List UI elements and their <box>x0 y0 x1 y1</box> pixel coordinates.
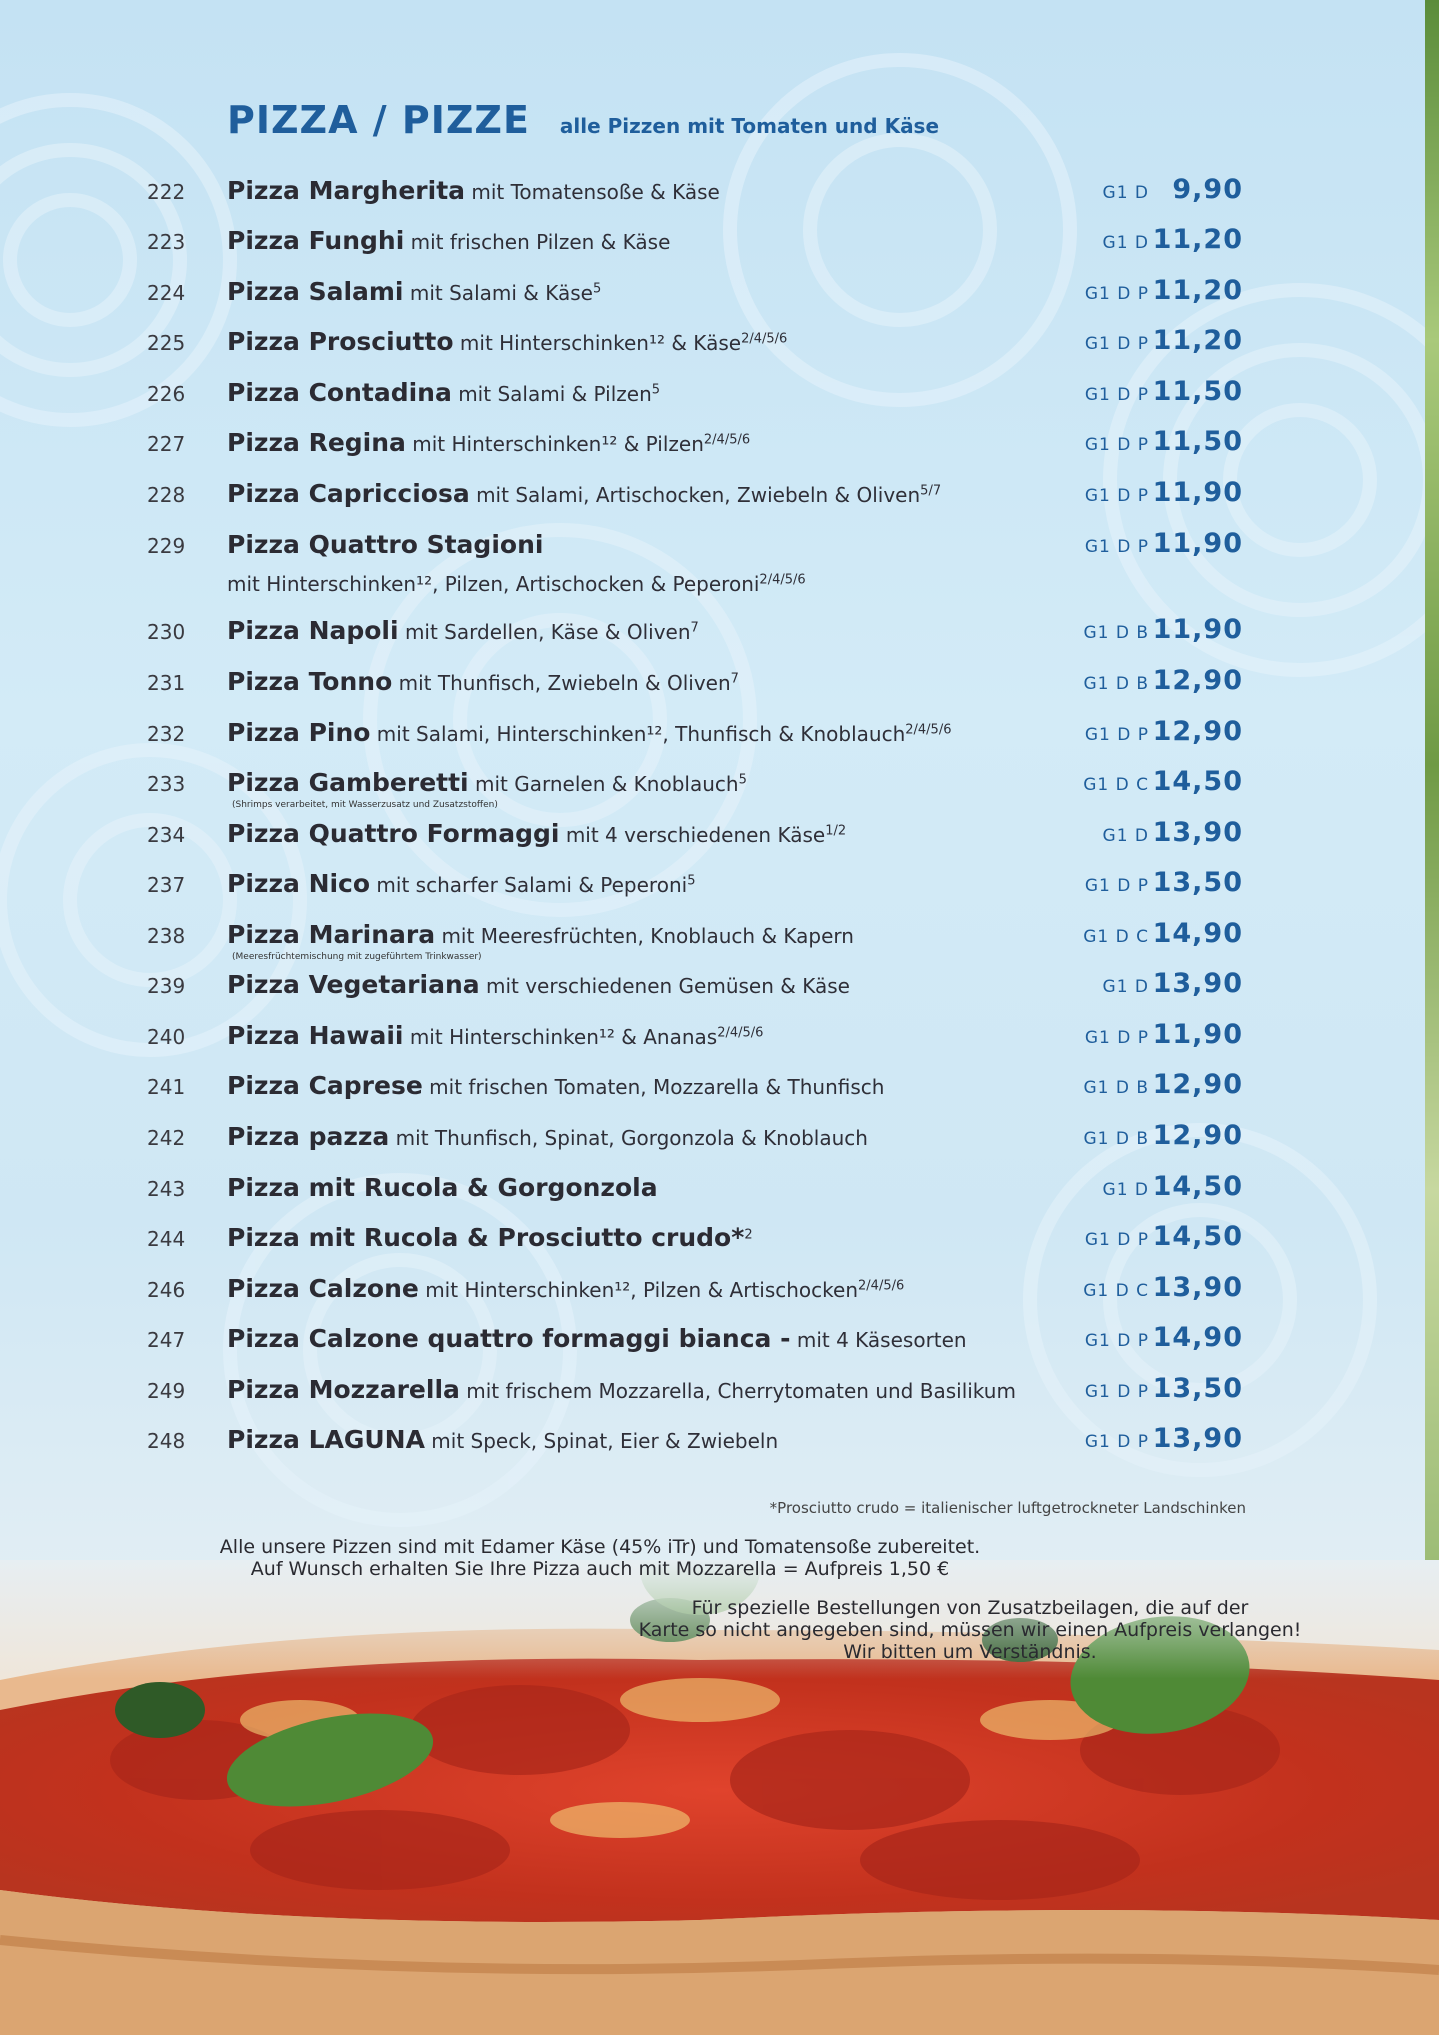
item-note: (Meeresfrüchtemischung mit zugeführtem Trinkwasser) <box>232 952 482 962</box>
additive-footnote: 2/4/5/6 <box>703 432 751 448</box>
item-number: 226 <box>147 382 186 406</box>
basil-leaf-edge <box>1425 0 1439 1700</box>
item-name: Pizza Pino <box>227 718 371 747</box>
prosciutto-footnote: *Prosciutto crudo = italienischer luftgetrockneter Landschinken <box>769 1499 1246 1517</box>
item-price: 13,90 <box>1152 968 1243 999</box>
item-description: mit Tomatensoße & Käse <box>471 180 720 204</box>
item-number: 246 <box>147 1278 186 1302</box>
additive-footnote: 5 <box>651 382 661 398</box>
additive-footnote: 5 <box>687 873 696 889</box>
item-number: 241 <box>147 1075 186 1099</box>
item-description: mit Hinterschinken¹² & Pilzen <box>412 432 704 456</box>
allergen-codes: G1 D <box>1102 233 1149 253</box>
additive-footnote: 2/4/5/6 <box>858 1278 905 1294</box>
allergen-codes: G1 D B <box>1083 1078 1149 1098</box>
page-title: PIZZA / PIZZE <box>227 98 530 142</box>
item-number: 223 <box>147 230 186 254</box>
item-price: 11,90 <box>1152 528 1243 559</box>
item-description: mit Hinterschinken¹² & Käse <box>459 331 742 355</box>
item-number: 230 <box>147 620 186 644</box>
item-description: mit Thunfisch, Zwiebeln & Oliven <box>398 671 731 695</box>
item-price: 12,90 <box>1152 716 1243 747</box>
item-description: mit Hinterschinken¹² & Ananas <box>409 1025 718 1049</box>
item-price: 11,90 <box>1152 614 1243 645</box>
item-price: 14,90 <box>1152 1322 1243 1353</box>
item-price: 14,50 <box>1152 1171 1243 1202</box>
allergen-codes: G1 D P <box>1084 284 1149 304</box>
item-description: mit frischen Pilzen & Käse <box>410 230 671 254</box>
item-number: 247 <box>147 1328 186 1352</box>
item-price: 13,90 <box>1152 817 1243 848</box>
allergen-codes: G1 D P <box>1084 435 1149 455</box>
item-description: mit Speck, Spinat, Eier & Zwiebeln <box>431 1429 779 1453</box>
item-number: 222 <box>147 180 186 204</box>
item-description: mit Sardellen, Käse & Oliven <box>404 620 691 644</box>
item-name: Pizza Margherita <box>227 176 466 205</box>
allergen-codes: G1 D <box>1102 1180 1149 1200</box>
item-description: mit Hinterschinken¹², Pilzen, Artischocken & Peperoni <box>227 572 760 596</box>
item-price: 13,50 <box>1152 1373 1243 1404</box>
item-price: 12,90 <box>1152 1120 1243 1151</box>
allergen-codes: G1 D P <box>1084 1382 1149 1402</box>
item-price: 13,50 <box>1152 867 1243 898</box>
item-number: 224 <box>147 281 186 305</box>
item-name: Pizza mit Rucola & Prosciutto crudo* <box>227 1223 745 1252</box>
item-description: mit 4 Käsesorten <box>796 1328 967 1352</box>
item-description: mit Salami & Pilzen <box>458 382 652 406</box>
allergen-codes: G1 D <box>1102 183 1149 203</box>
item-name: Pizza Hawaii <box>227 1021 404 1050</box>
item-name: Pizza Quattro Formaggi <box>227 819 560 848</box>
allergen-codes: G1 D <box>1102 826 1149 846</box>
additive-footnote: 1/2 <box>825 823 847 839</box>
item-number: 227 <box>147 432 186 456</box>
item-name: Pizza Nico <box>227 869 371 898</box>
item-number: 242 <box>147 1126 186 1150</box>
item-description: mit Salami, Artischocken, Zwiebeln & Oliven <box>476 483 921 507</box>
item-description: mit scharfer Salami & Peperoni <box>376 873 688 897</box>
item-name: Pizza Contadina <box>227 378 452 407</box>
item-number: 239 <box>147 974 186 998</box>
allergen-codes: G1 D P <box>1084 1230 1149 1250</box>
item-name: Pizza Vegetariana <box>227 970 480 999</box>
page-subtitle: alle Pizzen mit Tomaten und Käse <box>559 114 940 138</box>
item-number: 231 <box>147 671 186 695</box>
item-number: 232 <box>147 722 186 746</box>
item-description: mit Meeresfrüchten, Knoblauch & Kapern <box>441 924 854 948</box>
surcharge-info <box>620 1597 1320 1663</box>
allergen-codes: G1 D P <box>1084 1028 1149 1048</box>
cheese-info <box>205 1536 995 1580</box>
item-number: 233 <box>147 772 186 796</box>
item-name: Pizza Caprese <box>227 1071 423 1100</box>
item-number: 225 <box>147 331 186 355</box>
additive-footnote: 2 <box>744 1227 753 1243</box>
item-number: 234 <box>147 823 186 847</box>
item-name: Pizza Regina <box>227 428 406 457</box>
item-price: 14,90 <box>1152 918 1243 949</box>
item-price: 11,50 <box>1152 376 1243 407</box>
item-number: 244 <box>147 1227 186 1251</box>
item-description: mit Salami & Käse <box>409 281 593 305</box>
item-description: mit Garnelen & Knoblauch <box>474 772 739 796</box>
item-name: Pizza mit Rucola & Gorgonzola <box>227 1173 658 1202</box>
info-line: Alle unsere Pizzen sind mit Edamer Käse (45% iTr) und Tomatensoße zubereitet. <box>219 1536 981 1558</box>
item-number: 243 <box>147 1177 186 1201</box>
allergen-codes: G1 D P <box>1084 1331 1149 1351</box>
additive-footnote: 7 <box>730 671 739 687</box>
item-price: 11,90 <box>1152 477 1243 508</box>
allergen-codes: G1 D C <box>1083 1281 1149 1301</box>
allergen-codes: G1 D P <box>1084 385 1149 405</box>
additive-footnote: 2/4/5/6 <box>717 1025 764 1041</box>
item-description: mit verschiedenen Gemüsen & Käse <box>485 974 850 998</box>
item-name: Pizza Capricciosa <box>227 479 470 508</box>
allergen-codes: G1 D P <box>1084 1432 1149 1452</box>
item-name: Pizza Napoli <box>227 616 399 645</box>
item-name: Pizza Marinara <box>227 920 436 949</box>
item-note: (Shrimps verarbeitet, mit Wasserzusatz und Zusatzstoffen) <box>232 800 498 810</box>
item-number: 248 <box>147 1429 186 1453</box>
item-name: Pizza Funghi <box>227 226 405 255</box>
item-name: Pizza Quattro Stagioni <box>227 530 544 559</box>
item-description: mit frischen Tomaten, Mozzarella & Thunfisch <box>429 1075 885 1099</box>
item-price: 11,90 <box>1152 1019 1243 1050</box>
allergen-codes: G1 D B <box>1083 1129 1149 1149</box>
info-line: Karte so nicht angegeben sind, müssen wir einen Aufpreis verlangen! <box>638 1619 1302 1641</box>
allergen-codes: G1 D P <box>1084 334 1149 354</box>
allergen-codes: G1 D P <box>1084 486 1149 506</box>
item-name: Pizza pazza <box>227 1122 390 1151</box>
additive-footnote: 2/4/5/6 <box>741 331 788 347</box>
allergen-codes: G1 D C <box>1083 927 1149 947</box>
item-price: 14,50 <box>1152 1221 1243 1252</box>
allergen-codes: G1 D C <box>1083 775 1149 795</box>
item-price: 13,90 <box>1152 1423 1243 1454</box>
menu-title-block <box>227 98 939 142</box>
additive-footnote: 5/7 <box>920 483 942 499</box>
item-name: Pizza LAGUNA <box>227 1425 425 1454</box>
item-description: mit Hinterschinken¹², Pilzen & Artischocken <box>425 1278 859 1302</box>
info-line: Wir bitten um Verständnis. <box>843 1641 1097 1663</box>
item-name: Pizza Calzone <box>227 1274 419 1303</box>
item-price: 11,50 <box>1152 426 1243 457</box>
item-description: mit 4 verschiedenen Käse <box>565 823 826 847</box>
item-name: Pizza Prosciutto <box>227 327 454 356</box>
item-number: 238 <box>147 924 186 948</box>
item-name: Pizza Mozzarella <box>227 1375 460 1404</box>
additive-footnote: 5 <box>592 281 602 297</box>
allergen-codes: G1 D B <box>1083 674 1149 694</box>
item-price: 11,20 <box>1152 325 1243 356</box>
item-number: 228 <box>147 483 186 507</box>
item-price: 12,90 <box>1152 665 1243 696</box>
item-number: 237 <box>147 873 186 897</box>
allergen-codes: G1 D P <box>1084 725 1149 745</box>
additive-footnote: 2/4/5/6 <box>759 572 806 588</box>
allergen-codes: G1 D <box>1102 977 1149 997</box>
item-price: 13,90 <box>1152 1272 1243 1303</box>
item-number: 249 <box>147 1379 186 1403</box>
item-name: Pizza Gamberetti <box>227 768 469 797</box>
info-line: Für spezielle Bestellungen von Zusatzbeilagen, die auf der <box>691 1597 1249 1619</box>
additive-footnote: 2/4/5/6 <box>905 722 952 738</box>
item-price: 9,90 <box>1172 174 1243 205</box>
item-price: 12,90 <box>1152 1069 1243 1100</box>
item-name: Pizza Calzone quattro formaggi bianca - <box>227 1324 791 1353</box>
item-description: mit Salami, Hinterschinken¹², Thunfisch & Knoblauch <box>376 722 906 746</box>
allergen-codes: G1 D B <box>1083 623 1149 643</box>
allergen-codes: G1 D P <box>1084 876 1149 896</box>
item-description: mit frischem Mozzarella, Cherrytomaten und Basilikum <box>466 1379 1016 1403</box>
item-name: Pizza Salami <box>227 277 404 306</box>
item-description: mit Thunfisch, Spinat, Gorgonzola & Knoblauch <box>395 1126 868 1150</box>
allergen-codes: G1 D P <box>1084 537 1149 557</box>
item-number: 229 <box>147 534 186 558</box>
item-price: 11,20 <box>1152 275 1243 306</box>
item-number: 240 <box>147 1025 186 1049</box>
item-name: Pizza Tonno <box>227 667 393 696</box>
item-price: 11,20 <box>1152 224 1243 255</box>
info-line: Auf Wunsch erhalten Sie Ihre Pizza auch mit Mozzarella = Aufpreis 1,50 € <box>250 1558 950 1580</box>
additive-footnote: 7 <box>690 620 699 636</box>
additive-footnote: 5 <box>738 772 747 788</box>
item-price: 14,50 <box>1152 766 1243 797</box>
